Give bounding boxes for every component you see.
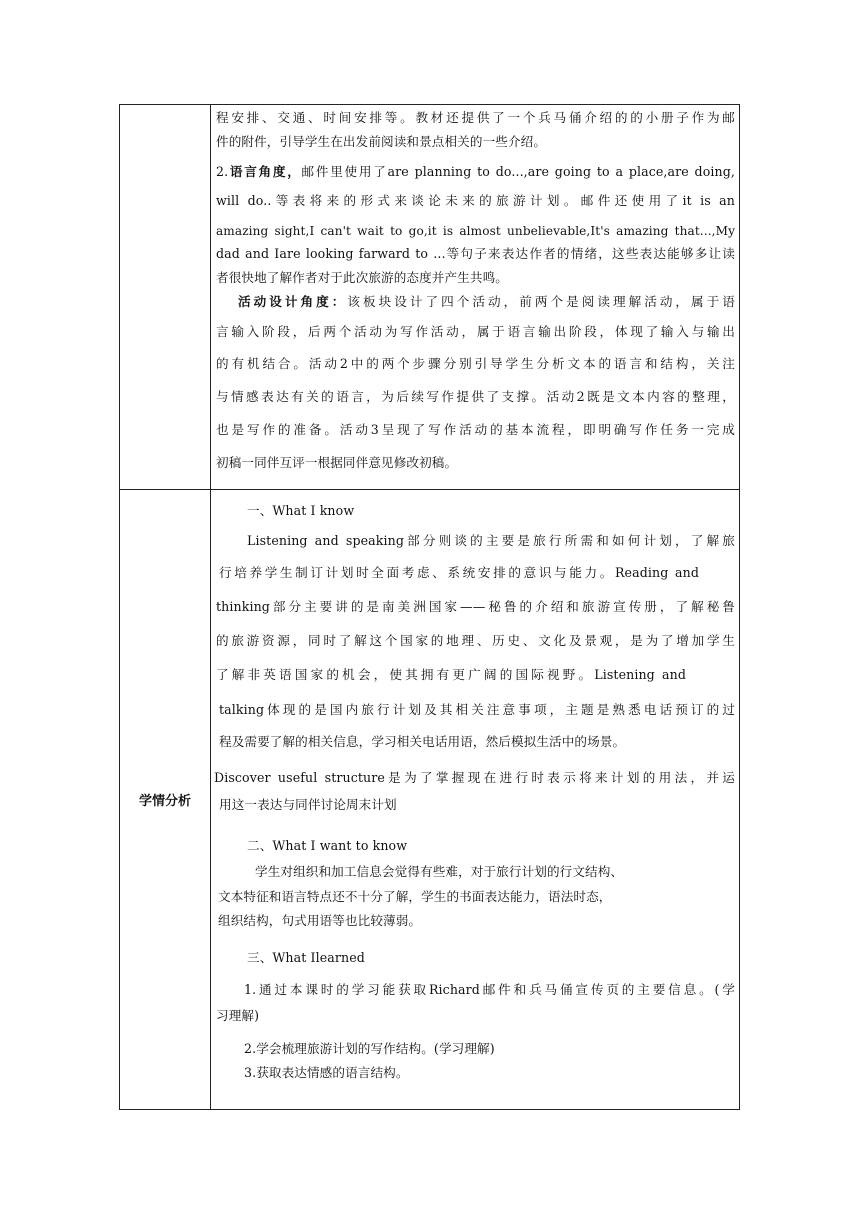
text-line: Discover useful structure是为了掌握现在进行时表示将来计划的用法，并运 xyxy=(214,770,735,785)
text-line: 与情感表达有关的语言，为后续写作提供了支撑。活动2既是文本内容的整理， xyxy=(216,389,735,404)
text-line: 用这一表达与同伴讨论周末计划 xyxy=(219,797,397,812)
text-line: Listening and speaking部分则谈的主要是旅行所需和如何计划，了解旅 xyxy=(247,533,735,548)
row-label-student-analysis: 学情分析 xyxy=(120,490,211,1110)
language-angle-heading: 语言角度， xyxy=(228,164,302,179)
text-line: 初稿一同伴互评一根据同伴意见修改初稿。 xyxy=(216,455,458,470)
text-line: 的旅游资源，同时了解这个国家的地理、历史、文化及景观，是为了增加学生 xyxy=(216,633,735,648)
text-span: 该板块设计了四个活动，前两个是阅读理解活动，属于语 xyxy=(347,294,735,309)
text-span: 2. xyxy=(216,164,229,179)
section-heading-what-i-know: 一、What I know xyxy=(247,503,355,518)
student-analysis-text xyxy=(211,490,739,1109)
section-heading-what-i-want-to-know: 二、What I want to know xyxy=(247,838,408,853)
text-line: 1.通过本课时的学习能获取Richard邮件和兵马俑宣传页的主要信息。(学 xyxy=(244,982,735,997)
lesson-plan-table xyxy=(119,104,740,1110)
text-span: 邮件里使用了are planning to do...,are going to a place,are doing, xyxy=(301,164,736,179)
row-label-cell-empty xyxy=(120,105,211,490)
material-analysis-text xyxy=(211,105,739,489)
text-line: talking体现的是国内旅行计划及其相关注意事项，主题是熟悉电话预订的过 xyxy=(219,702,735,717)
text-line: 程安排、交通、时间安排等。教材还提供了一个兵马俑介绍的的小册子作为邮 xyxy=(216,110,735,125)
activity-design-heading: 活动设计角度： xyxy=(238,294,348,309)
text-line: 者很快地了解作者对于此次旅游的态度并产生共鸣。 xyxy=(216,270,508,285)
text-line: dad and Iare looking farward to ...等句子来表达作者的情绪，这些表达能够多让读 xyxy=(216,246,735,261)
text-line: amazing sight,I can't wait to go,it is almost unbelievable,It's amazing that...,My xyxy=(216,224,735,238)
student-analysis-cell xyxy=(211,490,740,1110)
text-line: 组织结构，句式用语等也比较薄弱。 xyxy=(218,913,422,928)
table-row-material-analysis xyxy=(120,105,740,490)
text-line: 文本特征和语言特点还不十分了解，学生的书面表达能力，语法时态， xyxy=(218,889,612,904)
text-line: 了解非英语国家的机会，使其拥有更广阔的国际视野。Listening and xyxy=(216,667,686,682)
text-line: thinking部分主要讲的是南美洲国家——秘鲁的介绍和旅游宣传册，了解秘鲁 xyxy=(216,599,735,614)
text-line: 2.学会梳理旅游计划的写作结构。(学习理解) xyxy=(244,1041,495,1056)
material-analysis-cell xyxy=(211,105,740,490)
text-line xyxy=(238,293,735,311)
text-line: 学生对组织和加工信息会觉得有些难，对于旅行计划的行文结构、 xyxy=(255,864,624,879)
text-line: 件的附件，引导学生在出发前阅读和景点相关的一些介绍。 xyxy=(216,134,547,149)
text-line: 行培养学生制订计划时全面考虑、系统安排的意识与能力。Reading and xyxy=(219,565,699,580)
text-line: 习理解) xyxy=(216,1008,260,1023)
table-row-student-analysis xyxy=(120,490,740,1110)
section-heading-what-i-learned: 三、What Ilearned xyxy=(247,950,365,965)
text-line: 3.获取表达情感的语言结构。 xyxy=(244,1065,409,1080)
text-line xyxy=(216,163,735,181)
text-line: 的有机结合。活动2中的两个步骤分别引导学生分析文本的语言和结构，关注 xyxy=(216,356,735,371)
text-line: will do..等表将来的形式来谈论未来的旅游计划。邮件还使用了it is an xyxy=(216,193,735,208)
text-line: 程及需要了解的相关信息，学习相关电话用语，然后模拟生活中的场景。 xyxy=(219,734,626,749)
text-line: 也是写作的准备。活动3呈现了写作活动的基本流程，即明确写作任务一完成 xyxy=(216,422,735,437)
text-line: 言输入阶段，后两个活动为写作活动，属于语言输出阶段，体现了输入与输出 xyxy=(216,324,735,339)
